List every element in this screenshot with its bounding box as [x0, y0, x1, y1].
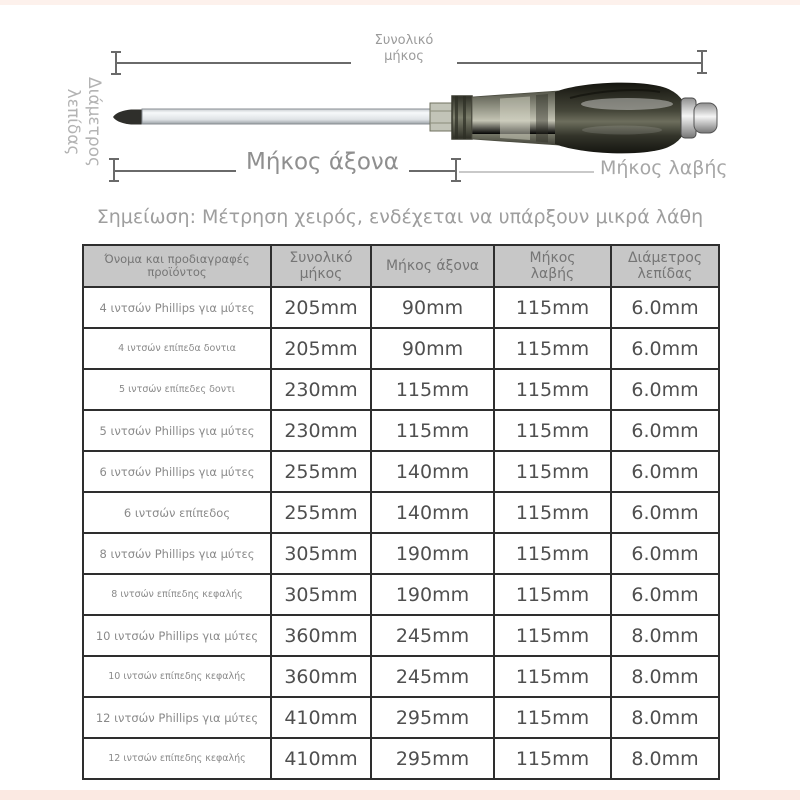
- table-row: [83, 492, 719, 533]
- cell-blade-diameter: 6.0mm: [611, 533, 719, 574]
- cell-product-name: 4 ιντσών Phillips για μύτες: [83, 287, 271, 328]
- handle-length-label: Μήκος λαβής: [594, 157, 734, 179]
- measurement-note: Σημείωση: Μέτρηση χειρός, ενδέχεται να υπάρξουν μικρά λάθη: [96, 206, 704, 228]
- total-length-line2: μήκος: [384, 48, 424, 64]
- spec-table-container: [82, 244, 720, 780]
- cell-total-length: 305mm: [271, 533, 371, 574]
- header-row: [83, 245, 719, 287]
- cell-product-name: 4 ιντσών επίπεδα δοντια: [83, 328, 271, 369]
- screwdriver-bolster: [430, 103, 452, 131]
- spec-table-body: [83, 287, 719, 779]
- table-row: [83, 328, 719, 369]
- cell-total-length: 255mm: [271, 451, 371, 492]
- handle-length-dim-line: [459, 171, 599, 173]
- header-blade-diameter: Διάμετρος λεπίδας: [611, 245, 719, 287]
- cell-handle-length: 115mm: [494, 287, 611, 328]
- cell-handle-length: 115mm: [494, 697, 611, 738]
- cell-product-name: 12 ιντσών Phillips για μύτες: [83, 697, 271, 738]
- screwdriver-tip: [113, 110, 144, 125]
- screwdriver-illustration: [100, 78, 720, 154]
- table-row: [83, 451, 719, 492]
- cell-product-name: 6 ιντσών επίπεδος: [83, 492, 271, 533]
- header-shaft-length: Μήκος άξονα: [371, 245, 494, 287]
- total-length-label: [351, 33, 457, 64]
- screwdriver-dimension-diagram: [0, 0, 800, 205]
- cell-handle-length: 115mm: [494, 410, 611, 451]
- blade-diameter-line1: Διάμετρος: [84, 77, 104, 167]
- cell-shaft-length: 90mm: [371, 328, 494, 369]
- cell-shaft-length: 115mm: [371, 369, 494, 410]
- cell-shaft-length: 190mm: [371, 533, 494, 574]
- blade-diameter-line2: λεπίδας: [62, 88, 83, 156]
- cell-handle-length: 115mm: [494, 656, 611, 697]
- blade-diameter-label: [60, 74, 104, 170]
- table-row: [83, 697, 719, 738]
- cell-blade-diameter: 8.0mm: [611, 615, 719, 656]
- cell-shaft-length: 295mm: [371, 738, 494, 779]
- end-cap: [694, 103, 717, 133]
- table-row: [83, 656, 719, 697]
- cell-blade-diameter: 6.0mm: [611, 328, 719, 369]
- cell-product-name: 10 ιντσών επίπεδης κεφαλής: [83, 656, 271, 697]
- bottom-pink-strip: [0, 790, 800, 800]
- cell-shaft-length: 140mm: [371, 451, 494, 492]
- header-product-name: Όνομα και προδιαγραφές προϊόντος: [83, 245, 271, 287]
- cell-blade-diameter: 6.0mm: [611, 574, 719, 615]
- header-handle-length: Μήκος λαβής: [494, 245, 611, 287]
- cell-total-length: 230mm: [271, 410, 371, 451]
- cell-handle-length: 115mm: [494, 533, 611, 574]
- cell-handle-length: 115mm: [494, 738, 611, 779]
- total-length-left-tick: [115, 51, 117, 75]
- shaft-length-label: Μήκος άξονα: [236, 149, 409, 175]
- cell-blade-diameter: 6.0mm: [611, 492, 719, 533]
- table-row: [83, 738, 719, 779]
- cell-shaft-length: 295mm: [371, 697, 494, 738]
- screwdriver-handle: [555, 83, 687, 154]
- cell-product-name: 12 ιντσών επίπεδης κεφαλής: [83, 738, 271, 779]
- cell-total-length: 410mm: [271, 697, 371, 738]
- cell-product-name: 5 ιντσών Phillips για μύτες: [83, 410, 271, 451]
- cell-shaft-length: 245mm: [371, 656, 494, 697]
- cell-product-name: 8 ιντσών Phillips για μύτες: [83, 533, 271, 574]
- table-row: [83, 369, 719, 410]
- cell-product-name: 6 ιντσών Phillips για μύτες: [83, 451, 271, 492]
- shaft-length-left-tick: [113, 158, 115, 182]
- cell-handle-length: 115mm: [494, 615, 611, 656]
- spec-table: [82, 244, 720, 780]
- cell-blade-diameter: 8.0mm: [611, 738, 719, 779]
- cell-total-length: 205mm: [271, 328, 371, 369]
- cell-product-name: 5 ιντσών επίπεδες δοντι: [83, 369, 271, 410]
- table-row: [83, 410, 719, 451]
- cell-blade-diameter: 8.0mm: [611, 697, 719, 738]
- cell-product-name: 10 ιντσών Phillips για μύτες: [83, 615, 271, 656]
- cell-shaft-length: 90mm: [371, 287, 494, 328]
- cell-handle-length: 115mm: [494, 328, 611, 369]
- table-row: [83, 615, 719, 656]
- cell-shaft-length: 245mm: [371, 615, 494, 656]
- cell-blade-diameter: 8.0mm: [611, 656, 719, 697]
- cell-total-length: 305mm: [271, 574, 371, 615]
- cell-total-length: 230mm: [271, 369, 371, 410]
- cell-handle-length: 115mm: [494, 451, 611, 492]
- total-length-right-tick: [701, 50, 703, 74]
- cell-blade-diameter: 6.0mm: [611, 451, 719, 492]
- cell-total-length: 360mm: [271, 615, 371, 656]
- shaft-length-right-tick: [455, 158, 457, 182]
- cell-total-length: 360mm: [271, 656, 371, 697]
- cell-blade-diameter: 6.0mm: [611, 369, 719, 410]
- cell-handle-length: 115mm: [494, 492, 611, 533]
- header-total-length: Συνολικό μήκος: [271, 245, 371, 287]
- cell-total-length: 255mm: [271, 492, 371, 533]
- cell-shaft-length: 115mm: [371, 410, 494, 451]
- table-row: [83, 533, 719, 574]
- cell-blade-diameter: 6.0mm: [611, 410, 719, 451]
- total-length-line1: Συνολικό: [374, 33, 434, 48]
- cell-total-length: 205mm: [271, 287, 371, 328]
- cell-blade-diameter: 6.0mm: [611, 287, 719, 328]
- table-row: [83, 574, 719, 615]
- cell-product-name: 8 ιντσών επίπεδης κεφαλής: [83, 574, 271, 615]
- cell-total-length: 410mm: [271, 738, 371, 779]
- table-row: [83, 287, 719, 328]
- cell-shaft-length: 190mm: [371, 574, 494, 615]
- cell-handle-length: 115mm: [494, 574, 611, 615]
- cell-shaft-length: 140mm: [371, 492, 494, 533]
- screwdriver-shaft: [142, 109, 432, 124]
- cell-handle-length: 115mm: [494, 369, 611, 410]
